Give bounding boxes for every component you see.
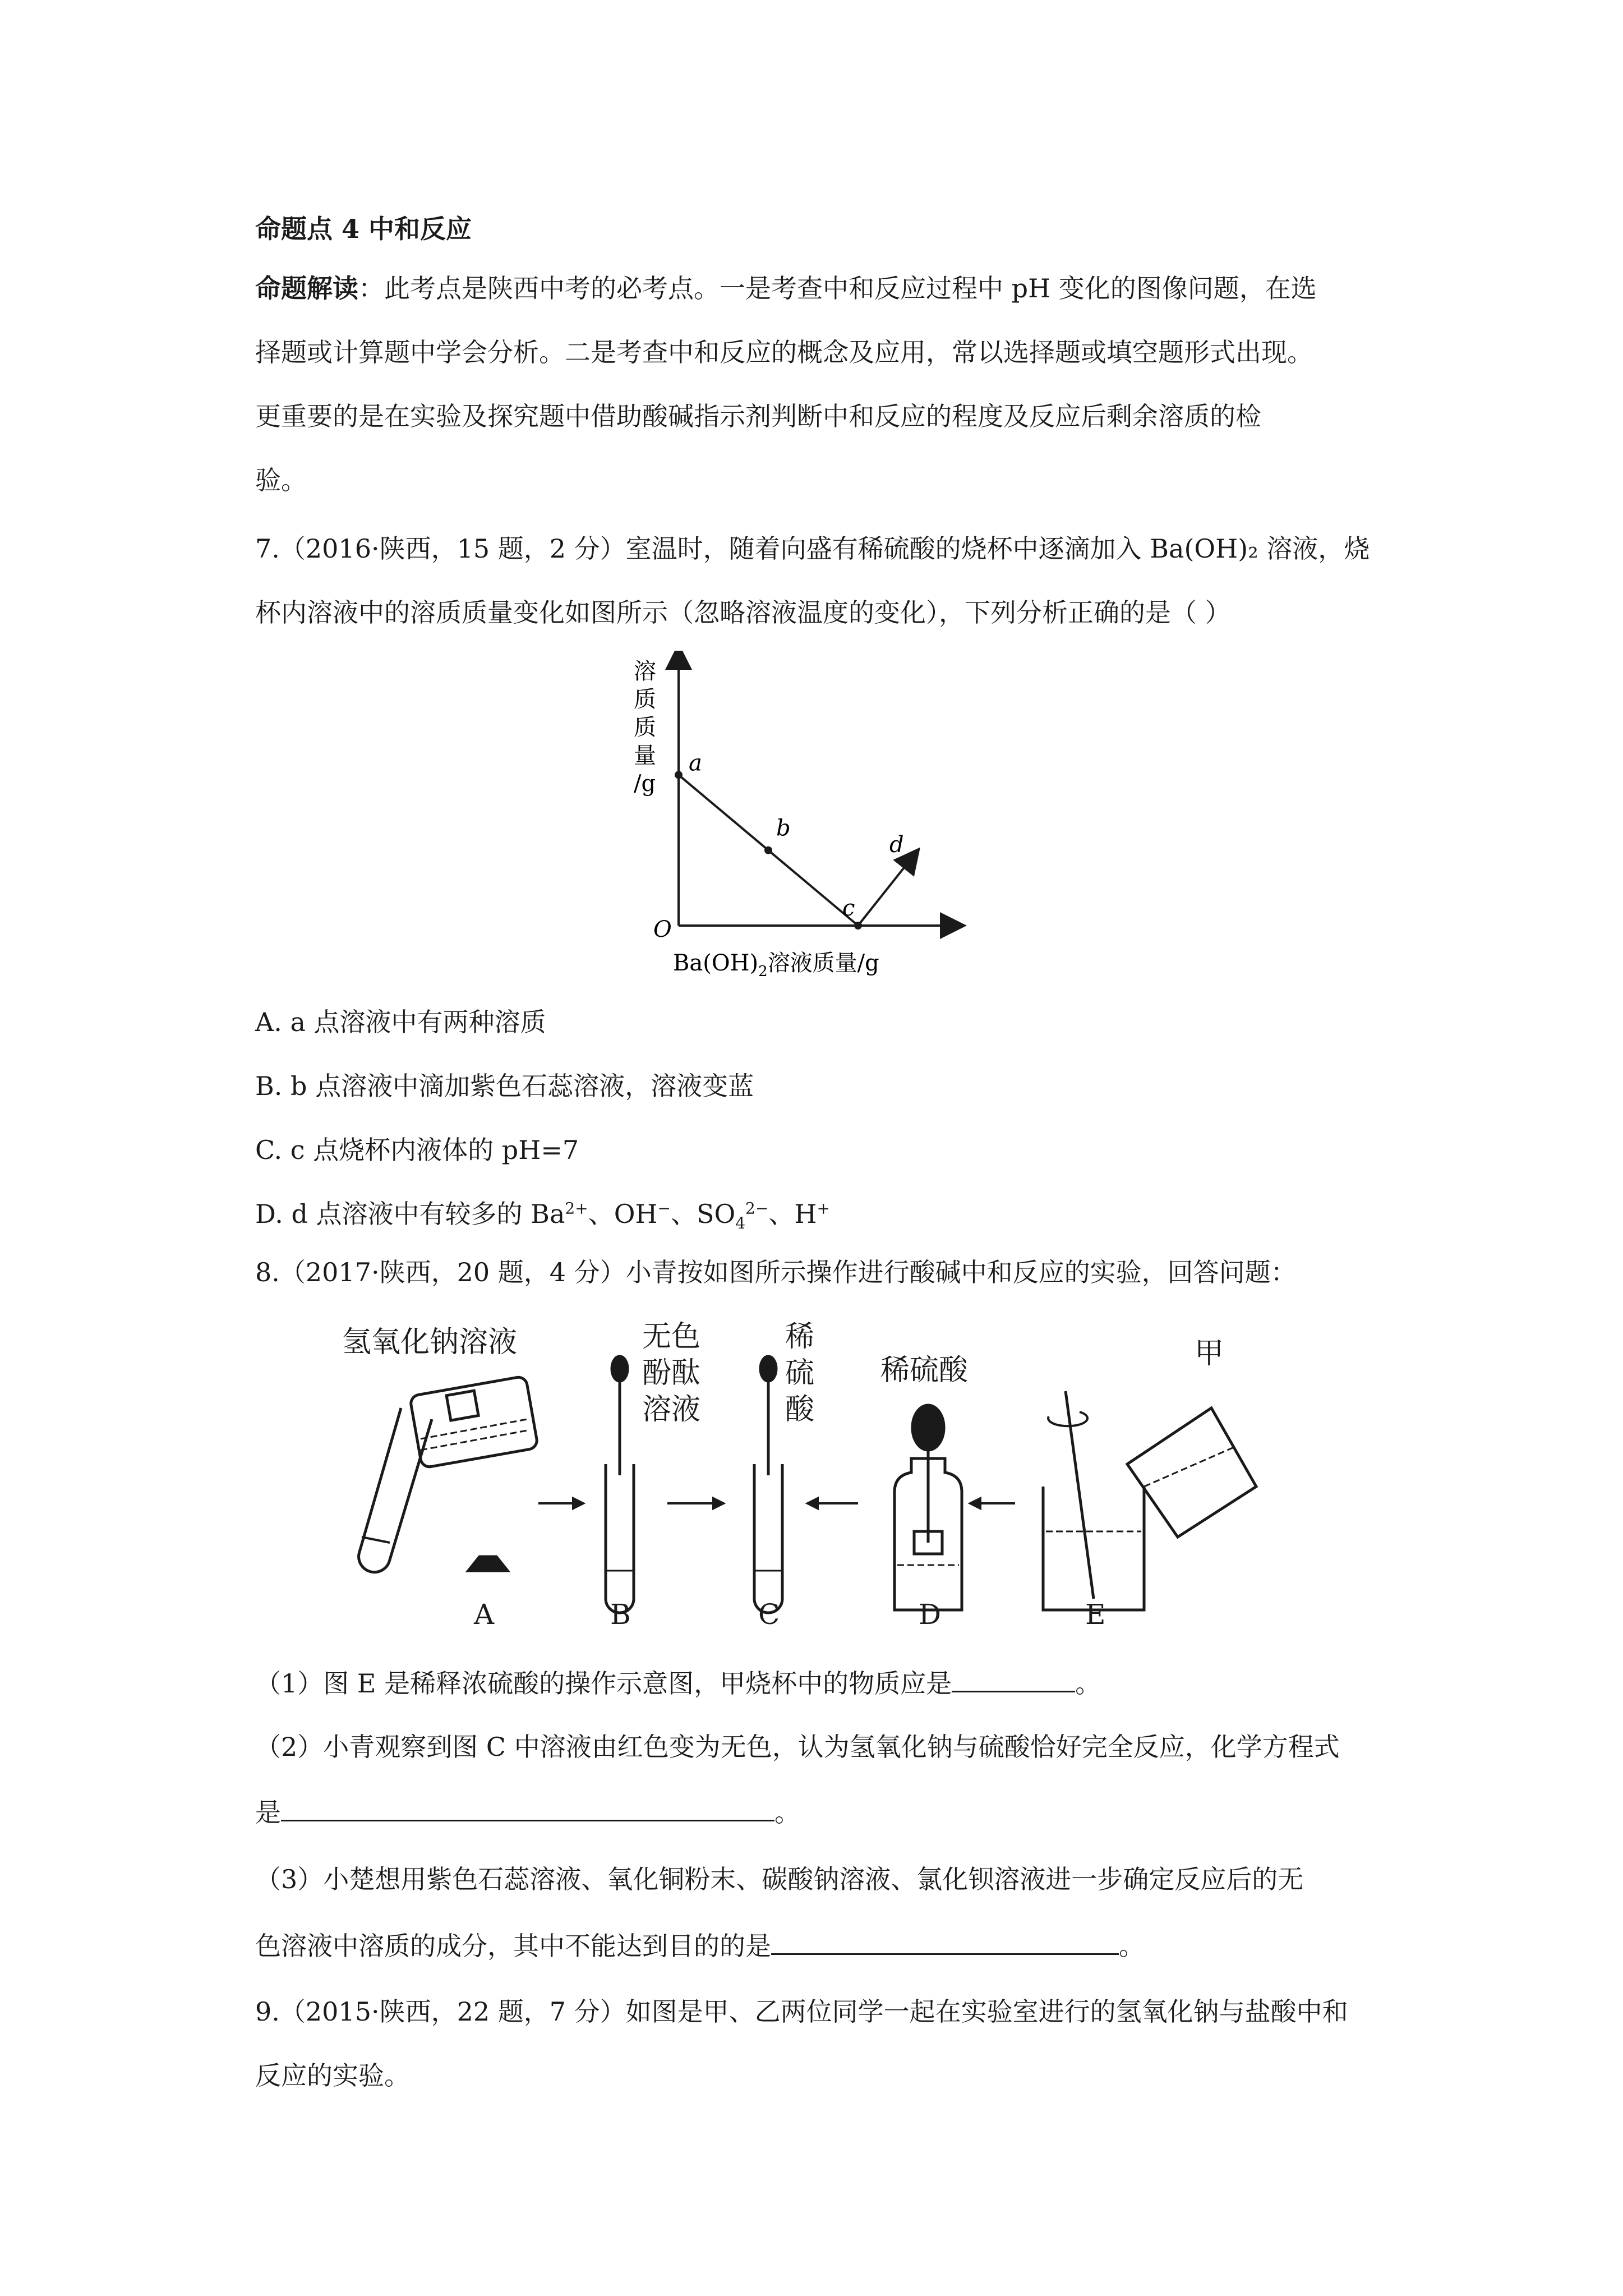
q8-part-3-line-1: （3）小楚想用紫色石蕊溶液、氧化铜粉末、碳酸钠溶液、氯化钡溶液进一步确定反应后的无 (255, 1864, 1304, 1894)
interp-line-2: 择题或计算题中学会分析。二是考查中和反应的概念及应用，常以选择题或填空题形式出现。 (255, 337, 1313, 367)
interp-line-3: 更重要的是在实验及探究题中借助酸碱指示剂判断中和反应的程度及反应后剩余溶质的检 (255, 401, 1261, 431)
label-e: E (1085, 1598, 1106, 1631)
segment-a-b (679, 775, 768, 850)
label-naoh: 氢氧化钠溶液 (342, 1326, 518, 1359)
label-acid-v3: 酸 (785, 1393, 815, 1427)
segment-c-d (858, 858, 912, 926)
y-label-char: 溶 (634, 659, 656, 684)
section-title: 命题点 4 中和反应 (255, 214, 472, 244)
setup-a (359, 1376, 538, 1572)
label-jia: 甲 (1195, 1337, 1224, 1370)
label-indicator-3: 溶液 (642, 1393, 701, 1427)
q7-stem-2: 杯内溶液中的溶质质量变化如图所示（忽略溶液温度的变化），下列分析正确的是（ ） (255, 597, 1231, 628)
label-acid-v2: 硫 (785, 1356, 815, 1390)
y-axis-label (634, 659, 656, 797)
point-label-d: d (889, 832, 904, 858)
process-arrows (538, 1498, 1015, 1508)
q8-part-1: （1）图 E 是稀释浓硫酸的操作示意图，甲烧杯中的物质应是 。 (255, 1665, 1101, 1700)
label-indicator-2: 酚酞 (642, 1356, 701, 1390)
point-label-b: b (776, 815, 791, 841)
setup-e (1043, 1391, 1256, 1610)
series-line (675, 750, 912, 930)
q7-option-c: C. c 点烧杯内液体的 pH=7 (255, 1135, 579, 1165)
point-b (764, 846, 772, 854)
x-axis-label: $Ba(OH)_2$溶液质量/g (673, 950, 879, 980)
q8-figure (336, 1318, 1290, 1632)
setup-b (606, 1356, 634, 1613)
label-c: C (758, 1598, 780, 1631)
label-d: D (919, 1598, 942, 1631)
label-acid-v1: 稀 (785, 1320, 815, 1354)
interp-line-1: 命题解读：此考点是陕西中考的必考点。一是考查中和反应过程中 pH 变化的图像问题，在选 (255, 273, 1317, 303)
answer-blank-2[interactable] (281, 1794, 774, 1821)
q7-option-d: D. d 点溶液中有较多的 $Ba^{2+}$、OH−、$SO_4^{2-}$、H+ (255, 1199, 830, 1233)
setup-d (895, 1405, 962, 1610)
point-label-c: c (842, 895, 855, 921)
y-label-char: 量 (634, 743, 656, 769)
point-a (675, 771, 683, 779)
answer-blank-3[interactable] (771, 1927, 1119, 1955)
label-a: A (474, 1598, 495, 1631)
label-indicator-1: 无色 (642, 1320, 701, 1354)
q9-line-2: 反应的实验。 (255, 2060, 410, 2091)
label-b: B (610, 1598, 631, 1631)
setup-c (754, 1356, 782, 1613)
q7-option-a: A. a 点溶液中有两种溶质 (255, 1007, 546, 1037)
origin-label: O (653, 917, 672, 942)
q7-chart (628, 651, 1021, 982)
label-acid-d: 稀硫酸 (880, 1354, 969, 1387)
y-label-char: 质 (634, 687, 656, 712)
q7-stem-1: 7.（2016·陕西，15 题，2 分）室温时，随着向盛有稀硫酸的烧杯中逐滴加入 Ba(OH)₂ 溶液，烧 (255, 533, 1370, 564)
point-label-a: a (689, 750, 702, 776)
q8-part-2-line-1: （2）小青观察到图 C 中溶液由红色变为无色，认为氢氧化钠与硫酸恰好完全反应，化学方程式 (255, 1732, 1340, 1762)
interp-line-4: 验。 (255, 465, 307, 495)
q8-part-2-line-2: 是 。 (255, 1794, 800, 1829)
y-label-char: /g (634, 771, 656, 797)
q8-part-3-line-2: 色溶液中溶质的成分，其中不能达到目的的是 。 (255, 1927, 1145, 1963)
q8-stem: 8.（2017·陕西，20 题，4 分）小青按如图所示操作进行酸碱中和反应的实验，回答问题： (255, 1257, 1297, 1287)
answer-blank-1[interactable] (952, 1665, 1075, 1692)
point-c (854, 922, 862, 930)
q9-line-1: 9.（2015·陕西，22 题，7 分）如图是甲、乙两位同学一起在实验室进行的氢氧化钠与盐酸中和 (255, 1996, 1348, 2027)
q7-option-b: B. b 点溶液中滴加紫色石蕊溶液，溶液变蓝 (255, 1071, 754, 1101)
interp-label: 命题解读 (255, 273, 358, 303)
y-label-char: 质 (634, 715, 656, 740)
